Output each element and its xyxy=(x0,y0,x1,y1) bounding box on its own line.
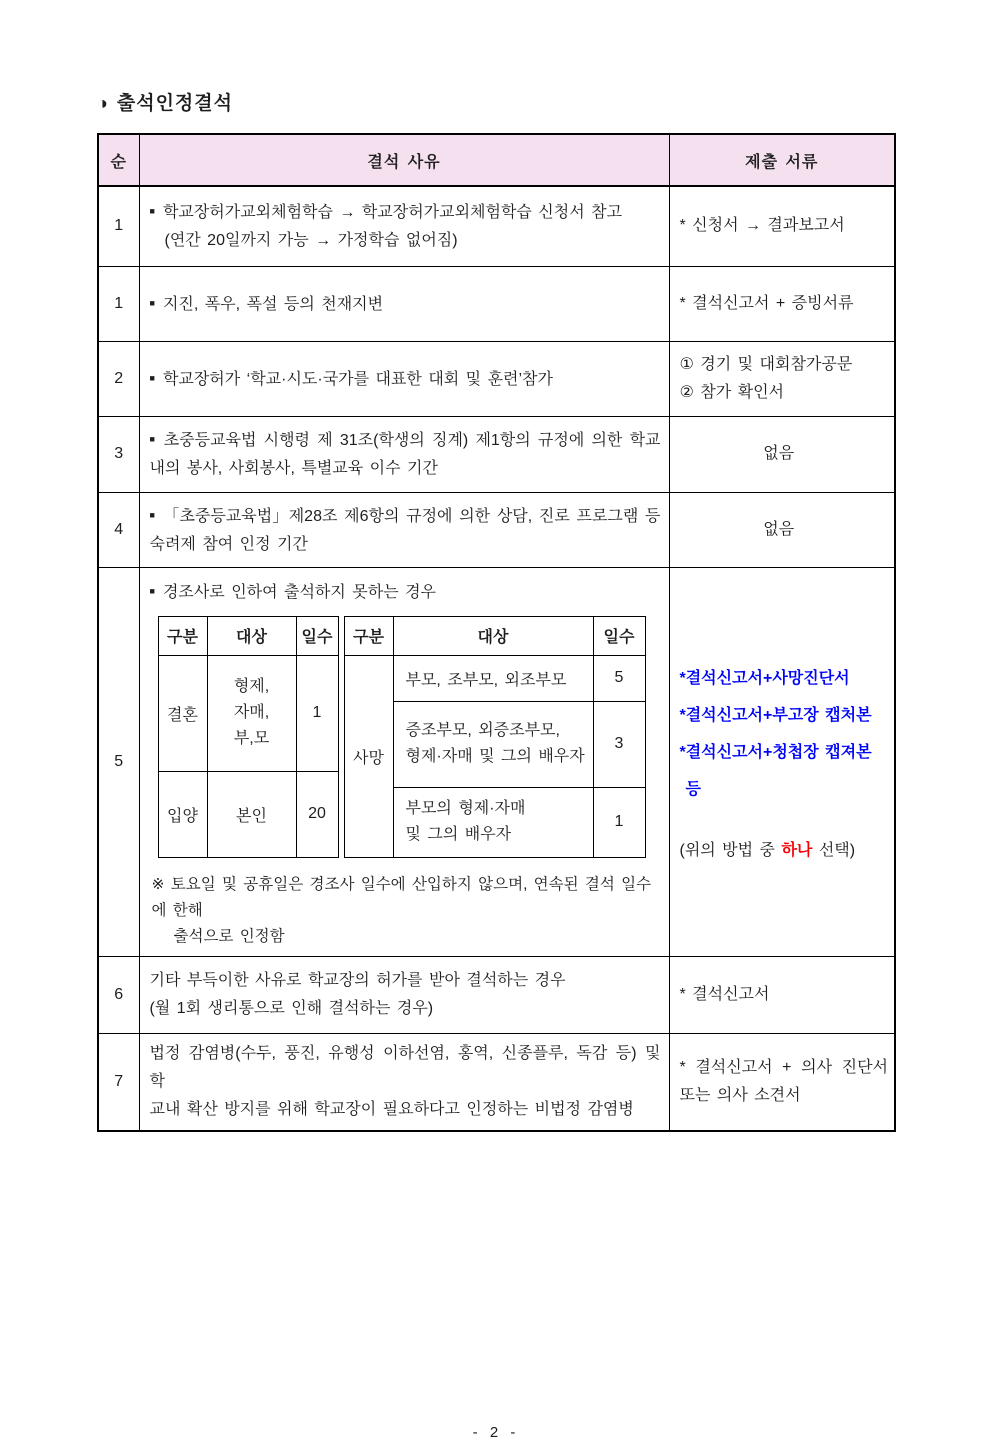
row-number: 5 xyxy=(98,567,139,956)
table-header-row xyxy=(98,134,895,186)
page-number: - 2 - xyxy=(472,1423,519,1441)
row-number: 6 xyxy=(98,956,139,1033)
docs-line: 또는 의사 소견서 xyxy=(679,1086,801,1104)
reason-text: 지진, 폭우, 폭설 등의 천재지변 xyxy=(162,295,384,313)
reason-text: 「초중등교육법」제28조 제6항의 규정에 의한 상담, 진로 프로그램 등 xyxy=(163,507,661,525)
square-bullet-icon: ■ xyxy=(149,585,155,596)
footnote-line: 출석으로 인정함 xyxy=(173,927,285,945)
docs-cell xyxy=(669,956,895,1033)
col-header-docs: 제출 서류 xyxy=(669,134,895,186)
event-target: 부모, 조부모, 외조부모 xyxy=(393,655,593,701)
docs-line: ① 경기 및 대회참가공문 xyxy=(679,355,853,373)
docs-line: ② 참가 확인서 xyxy=(679,383,785,401)
target-line: 부,모 xyxy=(233,730,270,747)
col-header-no: 순 xyxy=(98,134,139,186)
reason-text: 학교장허가 ‘학교·시도·국가를 대표한 대회 및 훈련’참가 xyxy=(162,370,553,388)
sub-row-adoption xyxy=(158,771,338,857)
half-circle-icon: ◑ xyxy=(97,93,109,113)
event-target: 본인 xyxy=(207,771,296,857)
target-line: 형제, xyxy=(233,678,270,695)
target-line: 자매, xyxy=(233,704,270,721)
reason-line xyxy=(150,578,661,606)
docs-line: * 신청서 → 결과보고서 xyxy=(679,217,845,235)
event-days: 3 xyxy=(593,701,645,787)
reason-line: 교내 확산 방지를 위해 학교장이 필요하다고 인정하는 비법정 감염병 xyxy=(149,1100,634,1118)
reason-cell xyxy=(139,341,669,416)
select-text: 선택) xyxy=(812,841,856,859)
docs-line: * 결석신고서 + 의사 진단서 xyxy=(679,1058,888,1076)
docs-line: 없음 xyxy=(763,520,795,538)
sub-row-marriage xyxy=(158,655,338,771)
family-event-table-left xyxy=(158,616,339,858)
event-days: 1 xyxy=(296,655,338,771)
table-row xyxy=(98,341,895,416)
table-row xyxy=(98,266,895,341)
target-line: 증조부모, 외증조부모, xyxy=(405,722,560,739)
event-kind: 입양 xyxy=(158,771,207,857)
row-number: 7 xyxy=(98,1033,139,1131)
table-row xyxy=(98,492,895,567)
square-bullet-icon: ■ xyxy=(149,206,155,217)
docs-blue-line: *결석신고서+청첩장 캡져본 xyxy=(679,743,872,761)
footnote xyxy=(152,872,661,950)
reason-line: 숙려제 참여 인정 기간 xyxy=(149,535,308,553)
event-target xyxy=(393,787,593,857)
reason-text: 초중등교육법 시행령 제 31조(학생의 징계) 제1항의 규정에 의한 학교 xyxy=(163,432,661,449)
reason-line: (연간 20일까지 가능 → 가정학습 없어짐) xyxy=(164,232,458,250)
row-number: 3 xyxy=(98,416,139,492)
reason-cell xyxy=(139,1033,669,1131)
row-number: 4 xyxy=(98,492,139,567)
sub-col-target: 대상 xyxy=(207,616,296,655)
docs-line: * 결석신고서 xyxy=(679,985,770,1003)
sub-col-target: 대상 xyxy=(393,616,593,655)
target-line: 및 그의 배우자 xyxy=(405,826,512,843)
nested-tables xyxy=(158,616,661,858)
reason-line: 기타 부득이한 사유로 학교장의 허가를 받아 결석하는 경우 xyxy=(149,971,566,989)
reason-line xyxy=(150,501,661,531)
event-target xyxy=(393,701,593,787)
event-days: 1 xyxy=(593,787,645,857)
event-days: 5 xyxy=(593,655,645,701)
reason-line: (월 1회 생리통으로 인해 결석하는 경우) xyxy=(149,999,434,1017)
reason-line xyxy=(150,364,661,394)
event-kind: 결혼 xyxy=(158,655,207,771)
square-bullet-icon: ■ xyxy=(149,297,155,308)
target-line: 형제·자매 및 그의 배우자 xyxy=(405,748,585,765)
sub-header-row xyxy=(158,616,338,655)
select-highlight: 하나 xyxy=(781,841,813,859)
reason-cell xyxy=(139,567,669,956)
sub-col-days: 일수 xyxy=(593,616,645,655)
docs-blue-line: *결석신고서+사망진단서 xyxy=(679,669,850,687)
event-target xyxy=(207,655,296,771)
reason-text: 경조사로 인하여 출석하지 못하는 경우 xyxy=(162,583,437,601)
square-bullet-icon: ■ xyxy=(149,434,156,444)
docs-cell xyxy=(669,492,895,567)
col-header-reason: 결석 사유 xyxy=(139,134,669,186)
reason-cell xyxy=(139,416,669,492)
reason-text: 학교장허가교외체험학습 → 학교장허가교외체험학습 신청서 참고 xyxy=(162,204,623,222)
reason-line xyxy=(150,425,661,455)
target-line: 부모의 형제·자매 xyxy=(405,800,526,817)
sub-col-kind: 구분 xyxy=(344,616,393,655)
event-kind: 사망 xyxy=(344,655,393,857)
sub-header-row xyxy=(344,616,645,655)
reason-cell xyxy=(139,186,669,266)
docs-cell xyxy=(669,341,895,416)
attendance-table xyxy=(97,133,896,1132)
footnote-line: ※ 토요일 및 공휴일은 경조사 일수에 산입하지 않으며, 연속된 결석 일수에 한해 xyxy=(151,875,652,919)
reason-line xyxy=(150,197,661,227)
table-row xyxy=(98,416,895,492)
docs-blue-line: 등 xyxy=(685,780,701,798)
table-row-family-events xyxy=(98,567,895,956)
table-row xyxy=(98,956,895,1033)
family-event-table-right xyxy=(344,616,646,858)
square-bullet-icon: ■ xyxy=(149,509,156,520)
row-number: 1 xyxy=(98,186,139,266)
reason-line xyxy=(150,289,661,319)
reason-line: 법정 감염병(수두, 풍진, 유행성 이하선염, 홍역, 신종플루, 독감 등) 및 학 xyxy=(149,1044,661,1090)
reason-cell xyxy=(139,266,669,341)
row-number: 2 xyxy=(98,341,139,416)
page-title xyxy=(97,88,992,115)
reason-line: 내의 봉사, 사회봉사, 특별교육 이수 기간 xyxy=(149,460,438,477)
table-row xyxy=(98,186,895,266)
sub-col-kind: 구분 xyxy=(158,616,207,655)
select-text: (위의 방법 중 xyxy=(679,841,782,859)
docs-line: 없음 xyxy=(763,445,795,462)
page-title-text: 출석인정결석 xyxy=(116,93,233,114)
sub-col-days: 일수 xyxy=(296,616,338,655)
event-days: 20 xyxy=(296,771,338,857)
docs-blue-line: *결석신고서+부고장 캡처본 xyxy=(679,706,872,724)
row-number: 1 xyxy=(98,266,139,341)
docs-cell xyxy=(669,266,895,341)
reason-cell xyxy=(139,492,669,567)
docs-cell xyxy=(669,186,895,266)
docs-cell xyxy=(669,416,895,492)
docs-select-line xyxy=(680,838,889,864)
docs-cell xyxy=(669,567,895,956)
sub-row-death xyxy=(344,655,645,701)
square-bullet-icon: ■ xyxy=(149,372,155,383)
docs-line: * 결석신고서 + 증빙서류 xyxy=(679,294,854,312)
table-row xyxy=(98,1033,895,1131)
reason-cell xyxy=(139,956,669,1033)
docs-cell xyxy=(669,1033,895,1131)
